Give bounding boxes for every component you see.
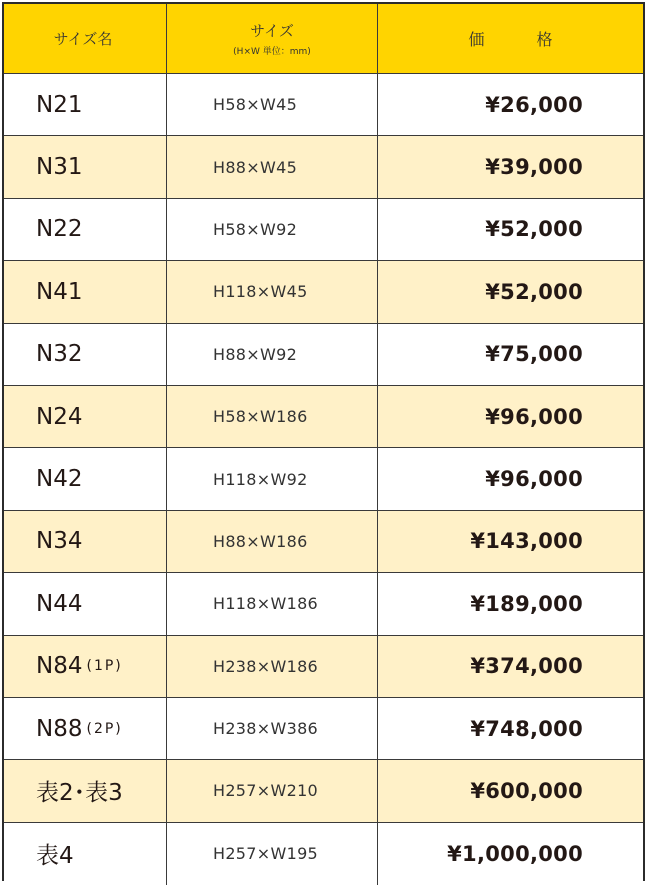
size-name: N84 xyxy=(36,653,83,680)
size-name: N44 xyxy=(36,590,83,617)
table-row xyxy=(4,636,643,698)
price-text: ¥75,000 xyxy=(485,342,583,367)
price-text: ¥1,000,000 xyxy=(447,841,583,866)
cell-price xyxy=(378,636,643,697)
cell-price xyxy=(378,511,643,572)
table-row xyxy=(4,573,643,635)
table-row xyxy=(4,74,643,136)
dimensions-text: H257×W195 xyxy=(213,844,319,864)
price-text: ¥600,000 xyxy=(470,778,583,803)
size-name: N31 xyxy=(36,154,83,181)
page-count-note: (1P) xyxy=(86,658,123,675)
table-row xyxy=(4,698,643,760)
cell-price xyxy=(378,698,643,759)
cell-price xyxy=(378,823,643,885)
size-name: 表4 xyxy=(36,843,74,870)
cell-size-name xyxy=(4,261,167,322)
table-row xyxy=(4,386,643,448)
dimensions-text: H238×W186 xyxy=(213,656,319,676)
dimensions-text: H58×W92 xyxy=(213,219,298,239)
cell-dimensions xyxy=(167,448,378,509)
dimensions-text: H118×W186 xyxy=(213,594,319,614)
header-price-label-1: 価 xyxy=(468,30,485,49)
header-cell-price xyxy=(378,4,643,73)
cell-size-name xyxy=(4,74,167,135)
cell-size-name xyxy=(4,573,167,634)
header-name-label: サイズ名 xyxy=(53,30,113,48)
cell-dimensions xyxy=(167,573,378,634)
cell-size-name xyxy=(4,136,167,197)
header-size-label: サイズ xyxy=(250,22,294,40)
dimensions-text: H88×W186 xyxy=(213,531,308,551)
header-cell-name xyxy=(4,4,167,73)
price-text: ¥189,000 xyxy=(470,591,583,616)
cell-price xyxy=(378,261,643,322)
cell-price xyxy=(378,74,643,135)
cell-dimensions xyxy=(167,324,378,385)
cell-size-name xyxy=(4,324,167,385)
cell-price xyxy=(378,199,643,260)
cell-price xyxy=(378,386,643,447)
cell-size-name xyxy=(4,386,167,447)
cell-price xyxy=(378,573,643,634)
cell-dimensions xyxy=(167,636,378,697)
dimensions-text: H88×W92 xyxy=(213,344,298,364)
table-row xyxy=(4,136,643,198)
dimensions-text: H88×W45 xyxy=(213,157,298,177)
dimensions-text: H58×W186 xyxy=(213,407,308,427)
price-text: ¥143,000 xyxy=(470,529,583,554)
cell-dimensions xyxy=(167,386,378,447)
dimensions-text: H58×W45 xyxy=(213,95,298,115)
header-size-unit: (H×W 単位：mm) xyxy=(233,47,311,57)
table-row xyxy=(4,448,643,510)
table-row xyxy=(4,324,643,386)
cell-dimensions xyxy=(167,74,378,135)
size-name: N34 xyxy=(36,528,83,555)
cell-dimensions xyxy=(167,511,378,572)
price-text: ¥374,000 xyxy=(470,654,583,679)
cell-dimensions xyxy=(167,823,378,885)
size-name: N41 xyxy=(36,278,83,305)
size-name: N24 xyxy=(36,403,83,430)
table-row xyxy=(4,511,643,573)
price-text: ¥96,000 xyxy=(485,404,583,429)
cell-size-name xyxy=(4,823,167,885)
size-name: N88 xyxy=(36,715,83,742)
price-text: ¥52,000 xyxy=(485,217,583,242)
page-count-note: (2P) xyxy=(86,720,123,737)
price-table xyxy=(2,2,645,881)
size-name: 表2･表3 xyxy=(36,780,123,807)
cell-size-name xyxy=(4,698,167,759)
price-text: ¥26,000 xyxy=(485,92,583,117)
table-header xyxy=(4,4,643,74)
cell-dimensions xyxy=(167,136,378,197)
cell-size-name xyxy=(4,760,167,821)
price-text: ¥39,000 xyxy=(485,155,583,180)
header-cell-size xyxy=(167,4,378,73)
price-text: ¥96,000 xyxy=(485,467,583,492)
dimensions-text: H238×W386 xyxy=(213,719,319,739)
dimensions-text: H118×W45 xyxy=(213,282,308,302)
dimensions-text: H118×W92 xyxy=(213,469,308,489)
price-text: ¥748,000 xyxy=(470,716,583,741)
cell-size-name xyxy=(4,199,167,260)
cell-price xyxy=(378,324,643,385)
table-row xyxy=(4,823,643,885)
cell-dimensions xyxy=(167,199,378,260)
table-row xyxy=(4,199,643,261)
cell-dimensions xyxy=(167,698,378,759)
size-name: N32 xyxy=(36,341,83,368)
size-name: N22 xyxy=(36,216,83,243)
table-row xyxy=(4,760,643,822)
cell-price xyxy=(378,448,643,509)
cell-size-name xyxy=(4,511,167,572)
cell-dimensions xyxy=(167,760,378,821)
table-row xyxy=(4,261,643,323)
cell-dimensions xyxy=(167,261,378,322)
size-name: N21 xyxy=(36,91,83,118)
price-text: ¥52,000 xyxy=(485,279,583,304)
cell-size-name xyxy=(4,448,167,509)
cell-price xyxy=(378,136,643,197)
size-name: N42 xyxy=(36,466,83,493)
cell-size-name xyxy=(4,636,167,697)
dimensions-text: H257×W210 xyxy=(213,781,319,801)
cell-price xyxy=(378,760,643,821)
header-price-label-2: 格 xyxy=(536,30,553,49)
